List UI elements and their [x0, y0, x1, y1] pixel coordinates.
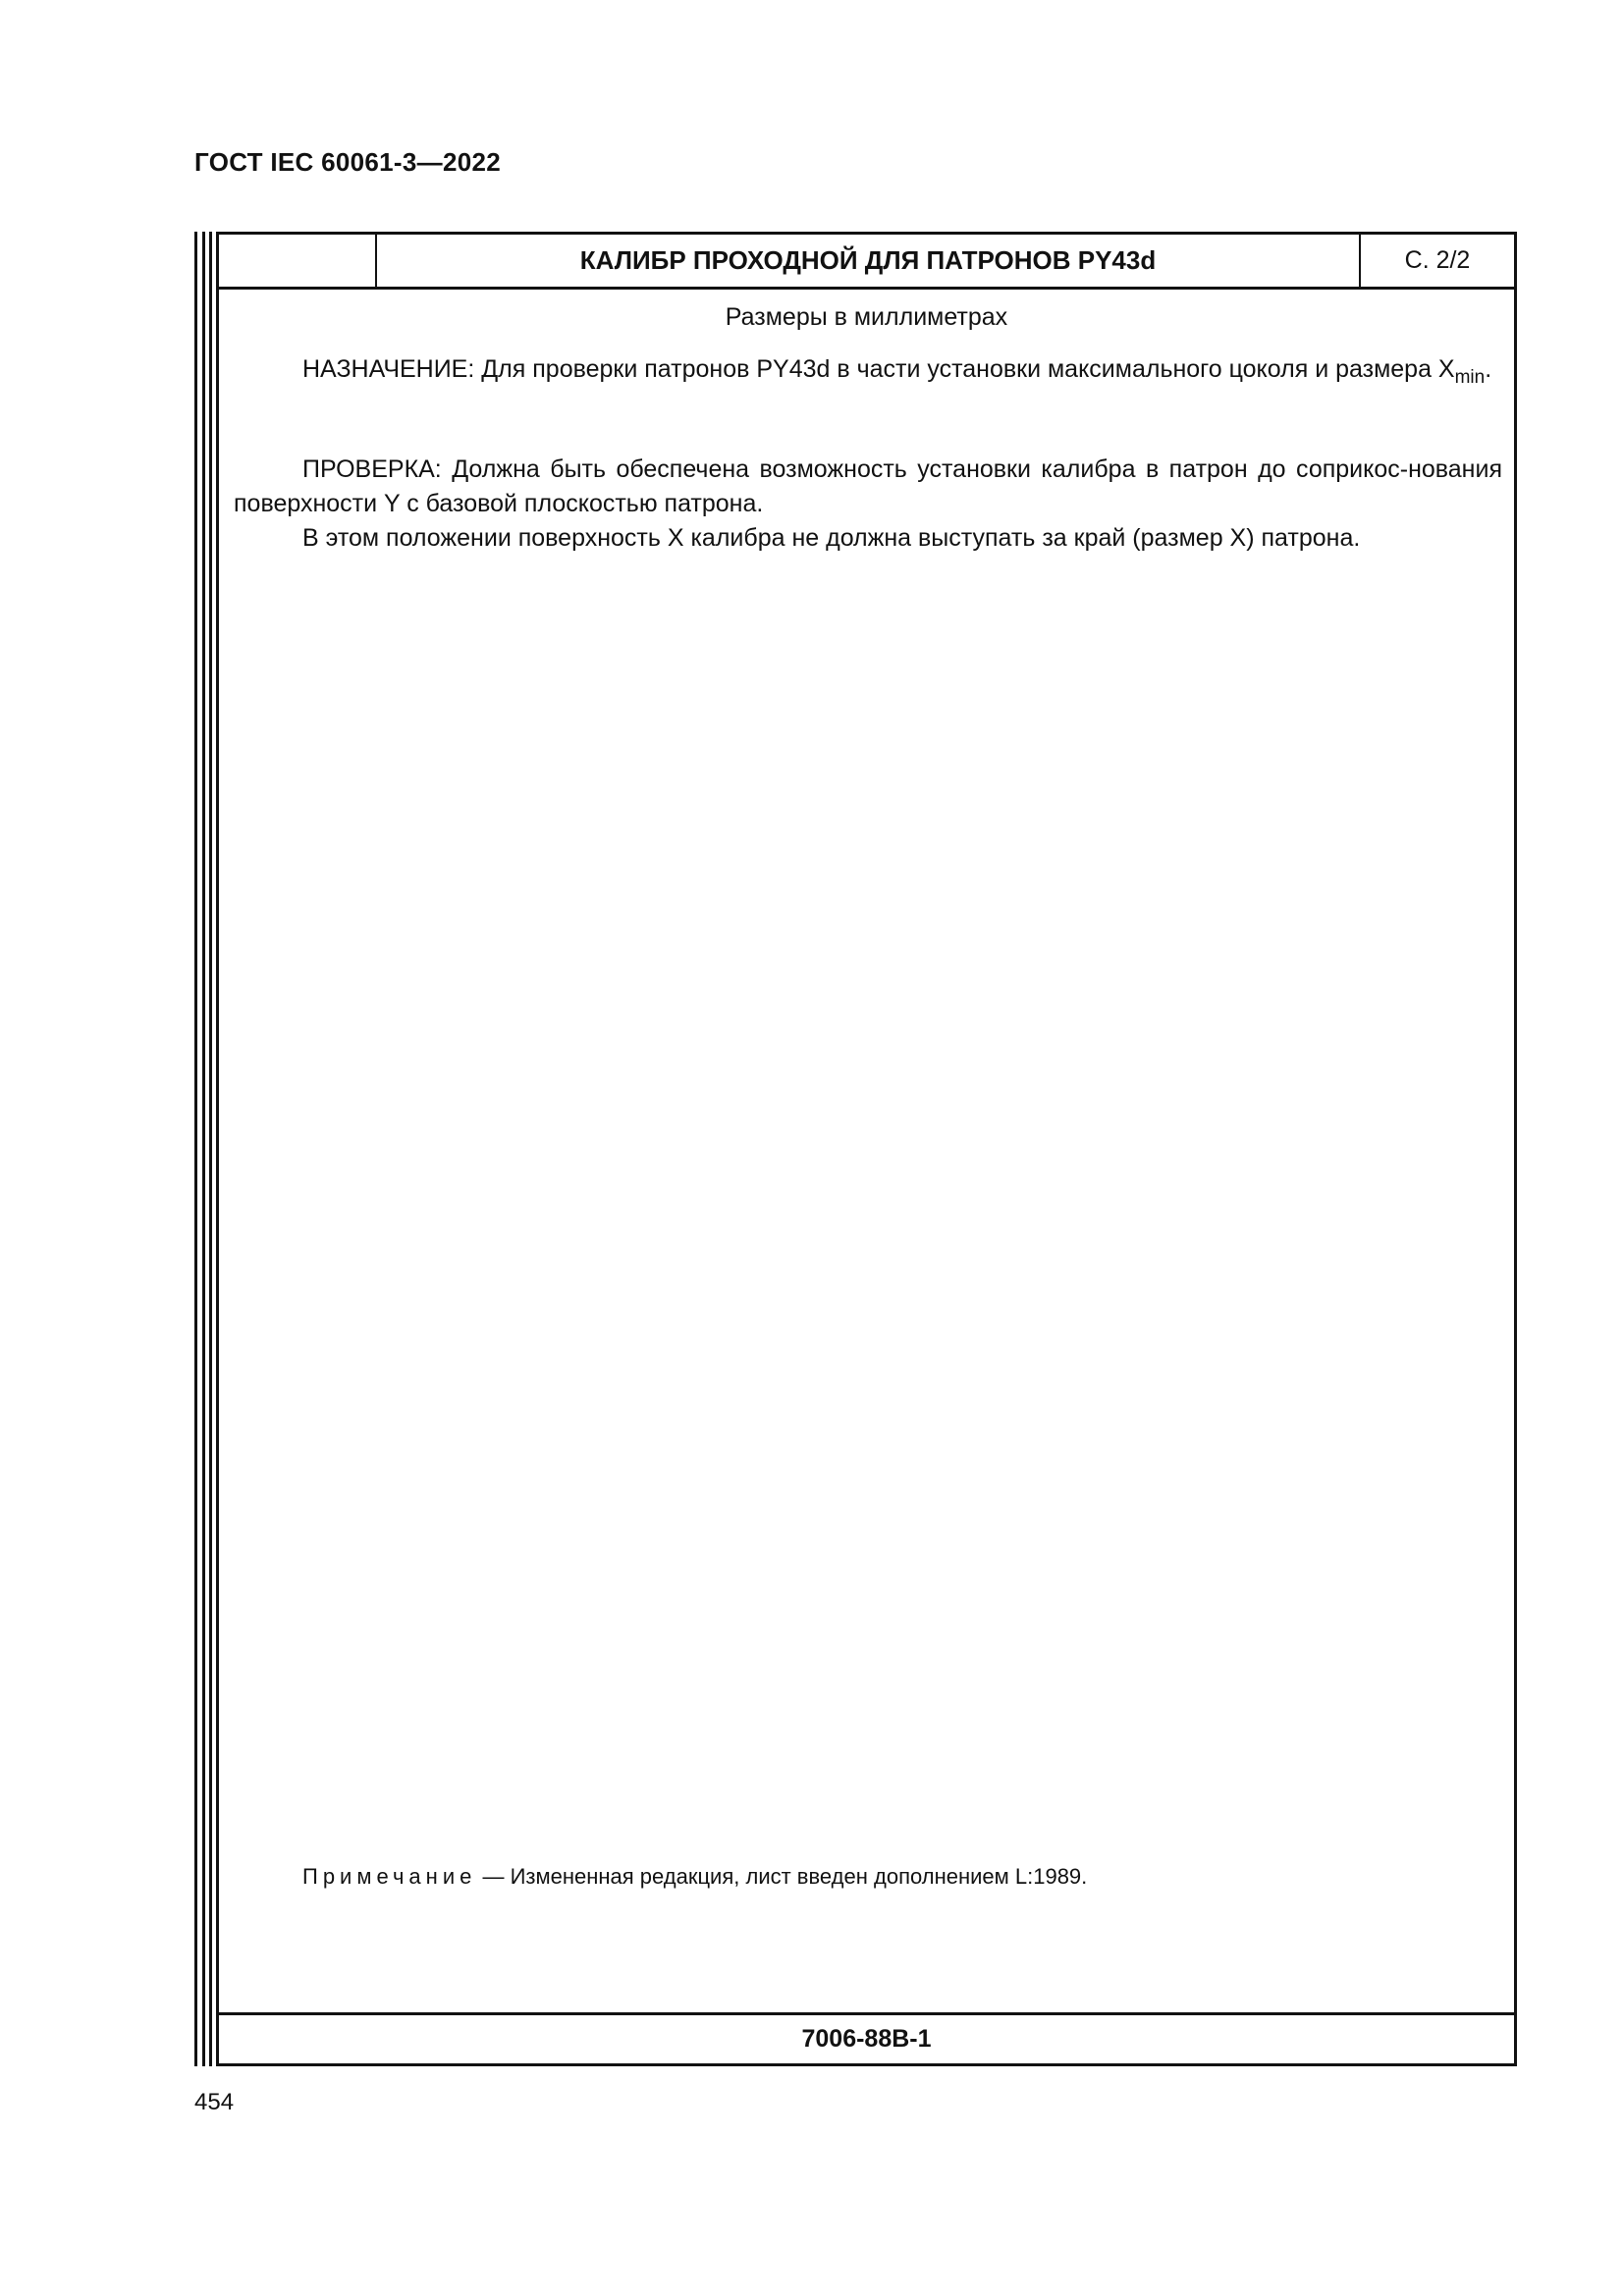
sheet-page-label: С. 2/2	[1359, 235, 1514, 287]
sheet-frame	[216, 232, 1517, 2066]
check-text: ПРОВЕРКА: Должна быть обеспечена возможность установки калибра в патрон до соприкос-нования поверхности Y с базовой плоскостью патрона.	[234, 455, 1502, 517]
purpose-subscript: min	[1454, 367, 1486, 388]
position-paragraph	[234, 521, 1502, 556]
sheet-title: КАЛИБР ПРОХОДНОЙ ДЛЯ ПАТРОНОВ PY43d	[579, 245, 1157, 275]
title-block	[219, 235, 1514, 290]
note-label: Примечание	[302, 1864, 477, 1889]
binding-rail	[194, 232, 197, 2066]
position-text: В этом положении поверхность X калибра не должна выступать за край (размер X) патрона.	[302, 524, 1361, 552]
note	[302, 1864, 1087, 1890]
page-number: 454	[194, 2089, 235, 2115]
check-paragraph	[234, 453, 1502, 521]
purpose-end: .	[1485, 355, 1492, 383]
standard-designation: ГОСТ IEC 60061-3—2022	[194, 147, 501, 177]
title-block-empty-cell	[219, 235, 377, 287]
purpose-text: НАЗНАЧЕНИЕ: Для проверки патронов PY43d в части установки максимального цоколя и размера X	[302, 355, 1455, 383]
binding-rail	[202, 232, 205, 2066]
purpose-paragraph	[234, 352, 1502, 387]
binding-rail	[209, 232, 212, 2066]
units-note: Размеры в миллиметрах	[725, 303, 1008, 331]
sheet-code: 7006-88B-1	[219, 2012, 1514, 2063]
note-text: — Измененная редакция, лист введен дополнением L:1989.	[476, 1864, 1088, 1889]
